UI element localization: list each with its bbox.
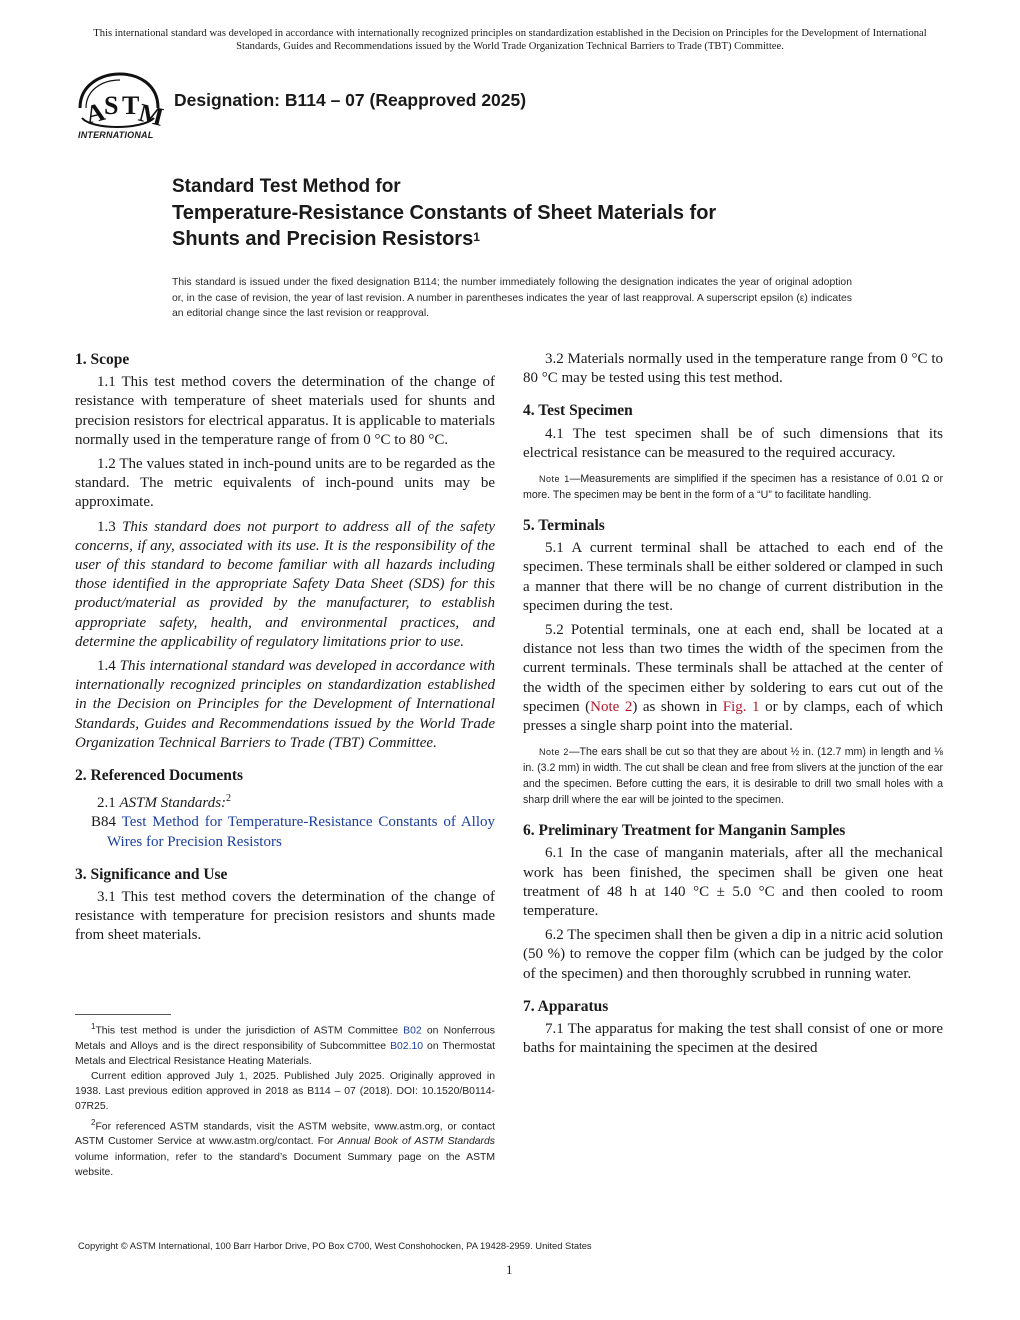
fig-1-link[interactable]: Fig. 1 bbox=[722, 698, 760, 715]
footnote-1-text-a: This test method is under the jurisdiction of ASTM Committee bbox=[95, 1025, 404, 1037]
footnote-1-mark: 1 bbox=[91, 1022, 96, 1031]
para-2-1 bbox=[75, 789, 495, 813]
svg-text:M: M bbox=[135, 97, 164, 132]
footnote-rule bbox=[75, 1014, 171, 1015]
reference-code: B84 bbox=[91, 814, 117, 831]
section-5-heading: 5. Terminals bbox=[523, 517, 605, 535]
footnote-link-b02-10[interactable]: B02.10 bbox=[390, 1040, 424, 1052]
section-4-heading: 4. Test Specimen bbox=[523, 402, 633, 420]
section-6-heading: 6. Preliminary Treatment for Manganin Samples bbox=[523, 822, 846, 840]
note-1-text: —Measurements are simplified if the specimen has a resistance of 0.01 Ω or more. The specimen may be bent in the form of a “U” to facilitate handling. bbox=[523, 473, 943, 502]
title-footnote-mark: 1 bbox=[473, 230, 480, 244]
copyright: Copyright © ASTM International, 100 Barr Harbor Drive, PO Box C700, West Conshohocken, PA 19428-2959. United States bbox=[78, 1240, 592, 1251]
para-5-2-text-b: ) as shown in bbox=[632, 698, 723, 715]
note-2-link[interactable]: Note 2 bbox=[590, 698, 633, 715]
svg-text:A: A bbox=[82, 96, 108, 130]
footnote-link-b02[interactable]: B02 bbox=[403, 1025, 422, 1037]
para-7-1: 7.1 The apparatus for making the test shall consist of one or more baths for maintaining the specimen at the desired bbox=[523, 1021, 943, 1057]
section-3-heading: 3. Significance and Use bbox=[75, 865, 228, 883]
para-5-2-text-a: 5.2 Potential terminals, one at each end, shall be located at a distance not less than two times the width of the specimen from the current terminals. These terminals shall be attached at the center of the width of the specimen either by soldering to ears cut out of the specimen ( bbox=[523, 622, 943, 715]
title-line-2: Temperature-Resistance Constants of Sheet Materials for bbox=[172, 202, 717, 224]
para-1-4 bbox=[75, 657, 495, 753]
issued-statement: This standard is issued under the fixed designation B114; the number immediately following the designation indicates the year of original adoption or, in the case of revision, the year of last revision. A number in parentheses indicates the year of last reapproval. A superscript epsilon (ε) indicates an editorial change since the last revision or reapproval. bbox=[172, 277, 852, 319]
note-2-label: Note 2 bbox=[539, 747, 569, 758]
svg-text:S: S bbox=[104, 91, 119, 120]
footnote-1-text-c: on Thermostat Metals and Electrical Resistance Heating Materials. bbox=[75, 1040, 495, 1067]
para-2-1-footnote-mark: 2 bbox=[226, 793, 232, 805]
para-3-2: 3.2 Materials normally used in the temperature range from 0 °C to 80 °C may be tested using this test method. bbox=[523, 351, 943, 387]
designation: Designation: B114 – 07 (Reapproved 2025) bbox=[174, 90, 527, 110]
para-6-1: 6.1 In the case of manganin materials, after all the mechanical work has been finished, the specimen shall be given one heat treatment of 48 h at 140 °C ± 5.0 °C and then cooled to room temperature. bbox=[523, 845, 943, 920]
right-column bbox=[523, 350, 943, 1058]
footnote-1-approval: Current edition approved July 1, 2025. Published July 2025. Originally approved in 1938. Last previous edition approved in 2018 as B114 – 07 (2018). DOI: 10.1520/B0114-07R25. bbox=[75, 1071, 495, 1113]
footnote-2-mark: 2 bbox=[91, 1117, 96, 1127]
para-5-1: 5.1 A current terminal shall be attached to each end of the specimen. These terminals shall be either soldered or clamped in such a manner that there will be no change of current distribution in the specimen during the test. bbox=[523, 540, 943, 614]
astm-logo bbox=[72, 70, 164, 148]
footnote-2 bbox=[75, 1115, 495, 1180]
para-5-2 bbox=[523, 621, 943, 736]
para-1-4-text: This international standard was developed in accordance with internationally recognized principles on standardization established in the Decision on Principles for the Development of International Standards, Guides and Recommendations issued by the World Trade Organization Technical Barriers to Trade (TBT) Committee. bbox=[75, 658, 495, 751]
para-2-1-num: 2.1 bbox=[97, 795, 120, 812]
section-1-heading: 1. Scope bbox=[75, 351, 130, 368]
para-1-3-num: 1.3 bbox=[97, 518, 123, 535]
reference-b84 bbox=[75, 813, 495, 851]
para-2-1-text: ASTM Standards: bbox=[119, 795, 227, 812]
reference-link-b84[interactable]: Test Method for Temperature-Resistance Constants of Alloy Wires for Precision Resistors bbox=[107, 814, 495, 850]
para-3-1: 3.1 This test method covers the determination of the change of resistance with temperature for precision resistors and shunts made from sheet materials. bbox=[75, 889, 495, 944]
title-line-3: Shunts and Precision Resistors bbox=[172, 228, 474, 250]
note-1 bbox=[523, 471, 943, 503]
page-number: 1 bbox=[506, 1262, 513, 1277]
para-1-1: 1.1 This test method covers the determination of the change of resistance with temperature of sheet materials used for shunts and precision resistors for electrical apparatus. It is applicable to materials normally used in the temperature range of from 0 °C to 80 °C. bbox=[75, 374, 495, 448]
svg-text:T: T bbox=[122, 91, 140, 120]
note-2 bbox=[523, 744, 943, 808]
logo-caption: INTERNATIONAL bbox=[78, 130, 154, 140]
para-4-1: 4.1 The test specimen shall be of such dimensions that its electrical resistance can be measured to the required accuracy. bbox=[523, 425, 943, 461]
para-1-4-num: 1.4 bbox=[97, 658, 120, 675]
tbt-notice: This international standard was developed in accordance with internationally recognized principles on standardization established in the Decision on Principles for the Development of International Standards, Guides and Recommendations issued by the World Trade Organization Technical Barriers to Trade (TBT) Committee. bbox=[93, 28, 927, 52]
document-title bbox=[172, 174, 716, 252]
para-6-2: 6.2 The specimen shall then be given a dip in a nitric acid solution (50 %) to remove the copper film (which can be judged by the color of the specimen) and then thoroughly scrubbed in running water. bbox=[523, 927, 943, 982]
footnote-1-text-b: on Nonferrous Metals and Alloys and is the direct responsibility of Subcommittee bbox=[75, 1025, 496, 1052]
para-1-2: 1.2 The values stated in inch-pound units are to be regarded as the standard. The metric equivalents of inch-pound units may be approximate. bbox=[75, 456, 495, 511]
note-1-label: Note 1 bbox=[539, 474, 570, 485]
section-7-heading: 7. Apparatus bbox=[523, 997, 609, 1015]
footnote-2-text-a: For referenced ASTM standards, visit the ASTM website, www.astm.org, or contact ASTM Customer Service at www.astm.org/contact. For bbox=[75, 1121, 495, 1148]
section-2-heading: 2. Referenced Documents bbox=[75, 767, 244, 785]
para-5-2-text-c: or by clamps, each of which presses a single sharp point into the material. bbox=[523, 698, 944, 735]
footnote-2-italic: Annual Book of ASTM Standards bbox=[337, 1136, 495, 1148]
left-column bbox=[75, 350, 495, 946]
note-2-text: —The ears shall be cut so that they are about ½ in. (12.7 mm) in length and ⅛ in. (3.2 mm) in width. The cut shall be clean and free from slivers at the junction of the ear and the specimen. Before cutting the ears, it is desirable to drill two small holes with a sharp drill where the ear will be jointed to the specimen. bbox=[523, 746, 943, 807]
para-1-3-text: This standard does not purport to address all of the safety concerns, if any, associated with its use. It is the responsibility of the user of this standard to become familiar with all hazards including those identified in the appropriate Safety Data Sheet (SDS) for this product/material as provided by the manufacturer, to establish appropriate safety, health, and environmental practices, and determine the applicability of regulatory limitations prior to use. bbox=[75, 518, 496, 650]
footnotes bbox=[75, 1019, 495, 1180]
footnote-2-text-b: volume information, refer to the standard’s Document Summary page on the ASTM website. bbox=[75, 1151, 495, 1178]
footnote-1 bbox=[75, 1019, 495, 1069]
title-line-1: Standard Test Method for bbox=[172, 176, 401, 197]
para-1-3 bbox=[75, 518, 495, 652]
